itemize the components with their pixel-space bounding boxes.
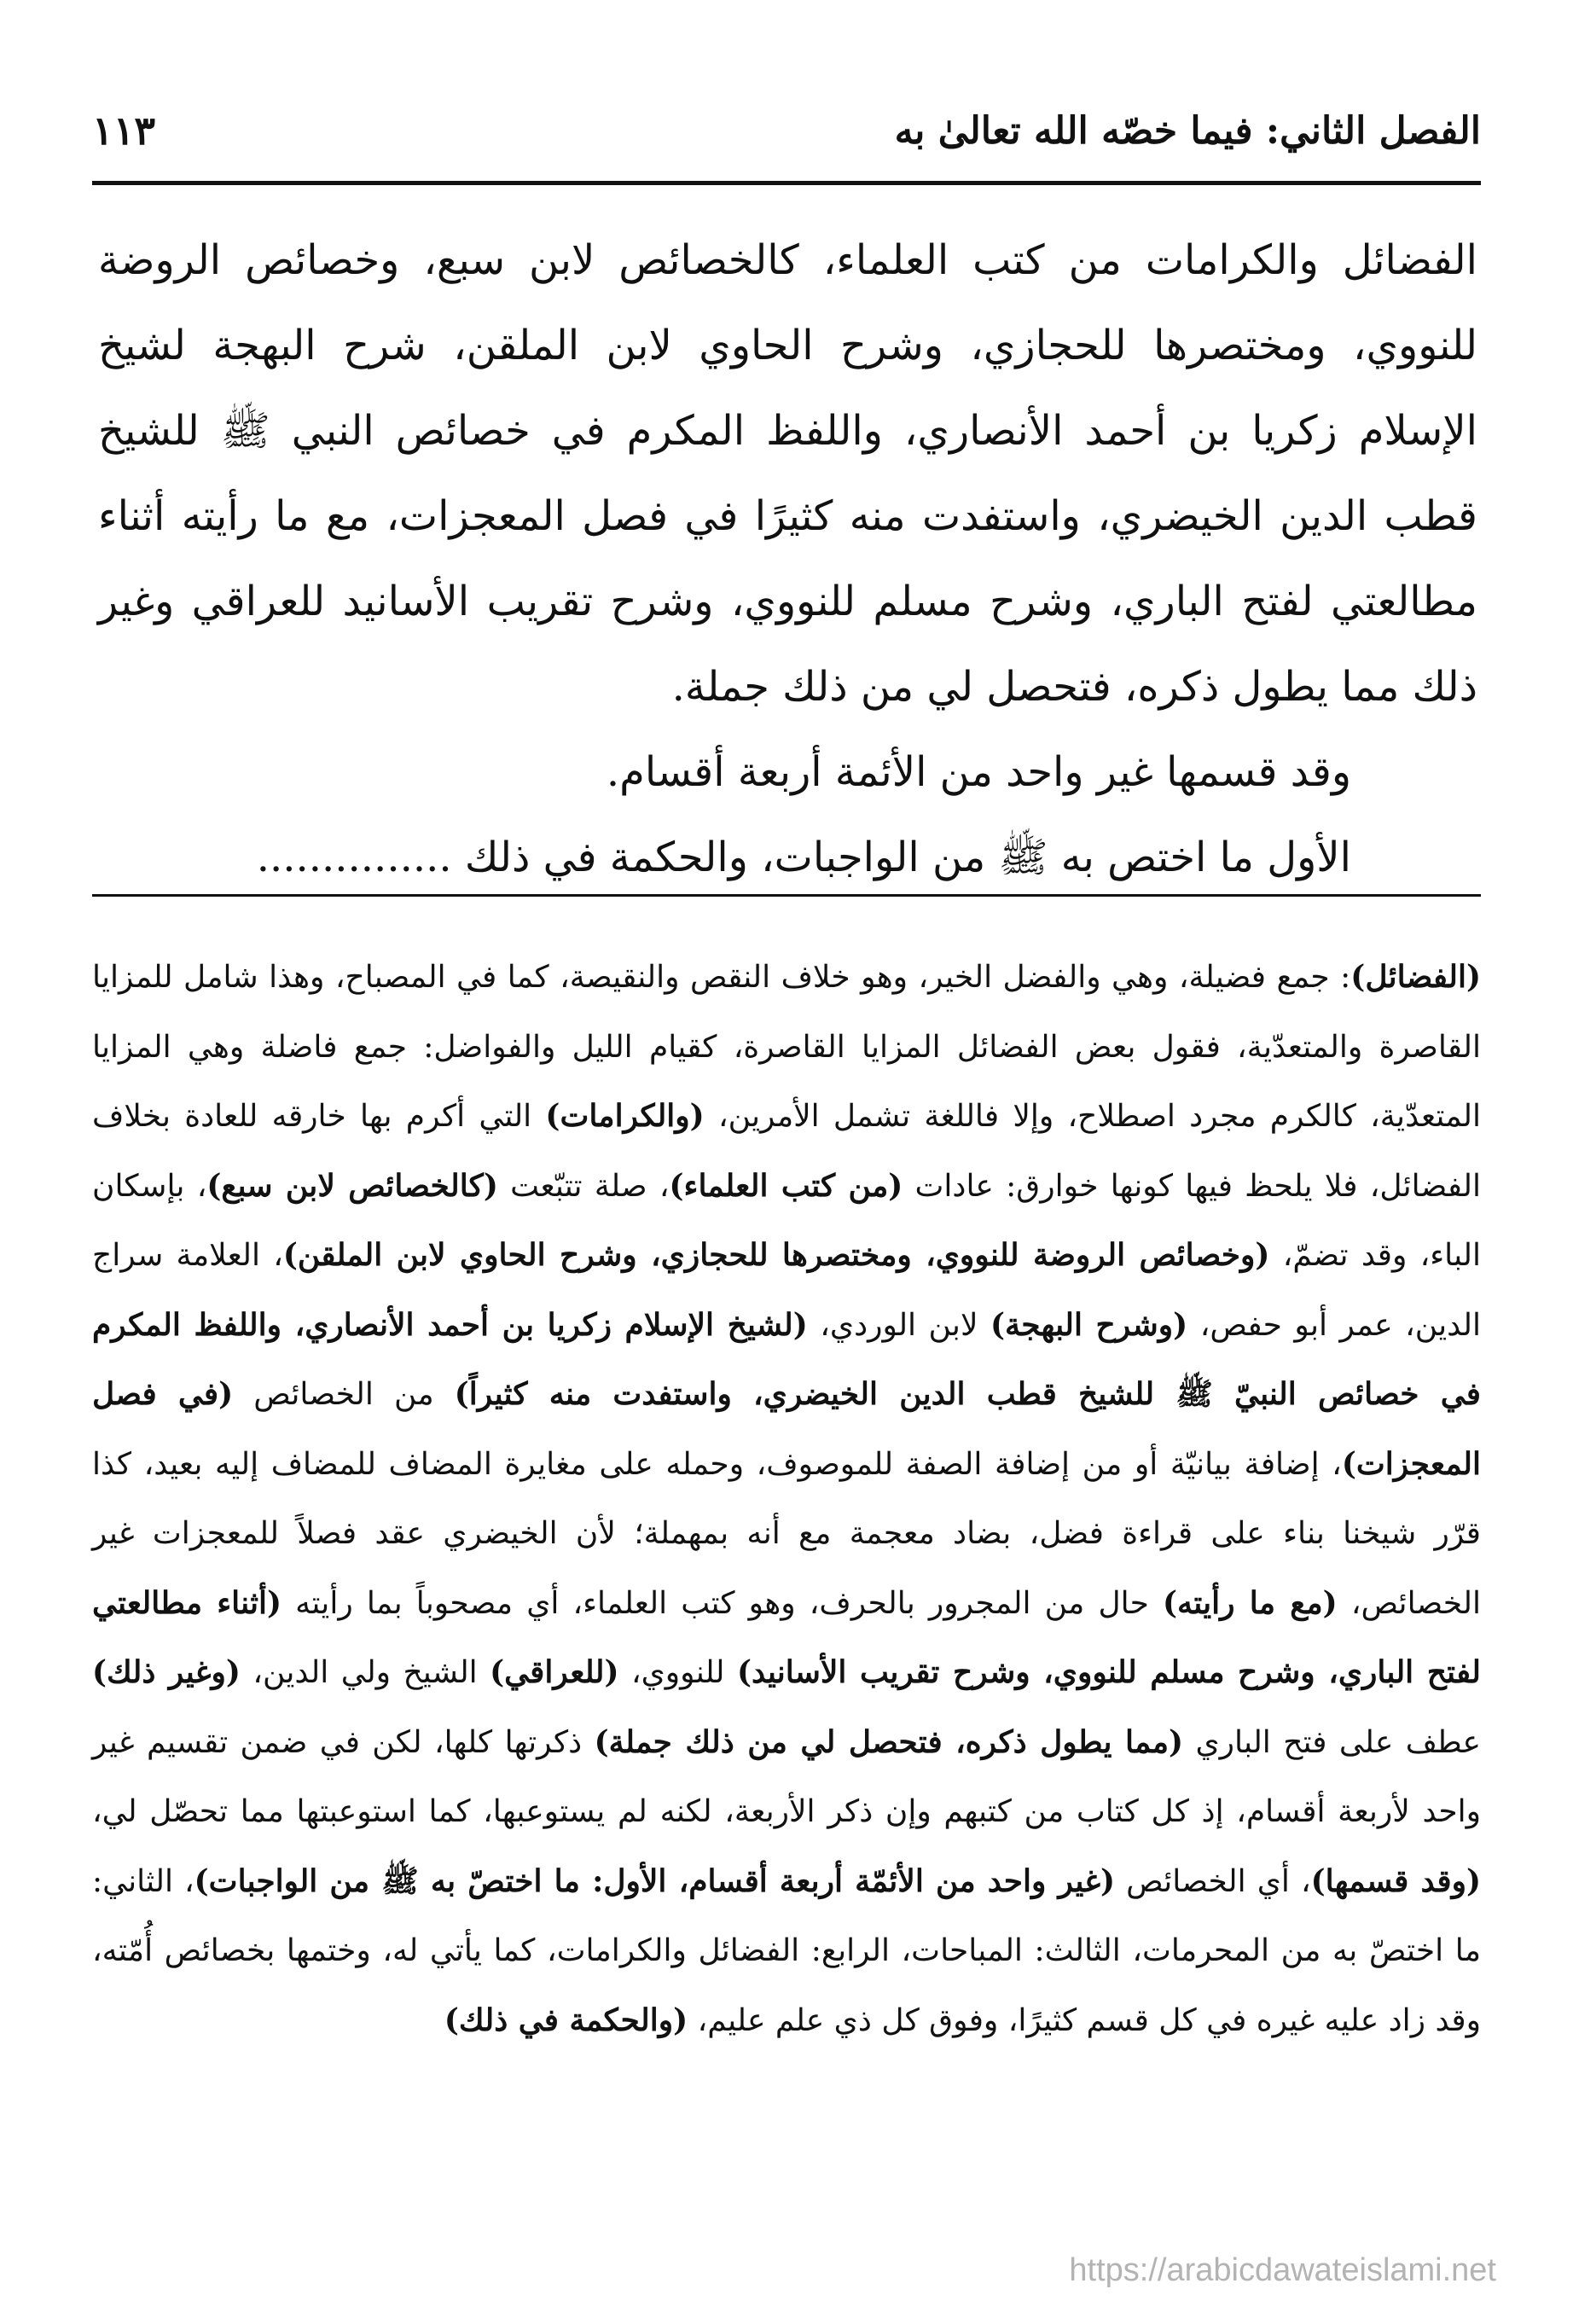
commentary-text [92, 943, 1481, 2055]
separator-rule [92, 894, 1481, 897]
quoted-term: (غير واحد من الأئمّة أربعة أقسام، الأول: ما اختصّ به ﷺ من الواجبات) [194, 1862, 1116, 1899]
quoted-term: (الفضائل) [1350, 959, 1481, 995]
quoted-term: (مع ما رأيته) [1162, 1584, 1338, 1621]
matn-line: الأول ما اختص به ﷺ من الواجبات، والحكمة في ذلك [464, 834, 1351, 881]
quoted-term: (والحكمة في ذلك) [444, 2002, 688, 2038]
commentary-span: ، إضافة بيانيّة أو من إضافة الصفة للموصوف، وحمله على مغايرة المضاف للمضاف إليه بعيد، كذا قرّر شيخنا بناء على قراءة فضل، بضاد معجمة مع أنه بمهملة؛ لأن الخيضري عقد فصلاً للمعجزات غير الخصائص، [92, 1446, 1481, 1621]
quoted-term: (وغير ذلك) [92, 1654, 241, 1690]
quoted-term: (وقد قسمها) [1310, 1862, 1481, 1899]
quoted-term: (كالخصائص لابن سبع) [206, 1167, 498, 1204]
commentary-paragraph [92, 943, 1481, 2055]
commentary-span: ذكرتها كلها، لكن في ضمن تقسيم غير واحد لأربعة أقسام، إذ كل كتاب من كتبهم وإن ذكر الأربعة، لكنه لم يستوعبها، كما استوعبتها مما تحصّل لي، [92, 1724, 1481, 1829]
matn-paragraph [98, 815, 1477, 900]
commentary-span: حال من المجرور بالحرف، وهو كتب العلماء، أي مصحوباً بما رأيته [282, 1585, 1163, 1621]
quoted-term: (في فصل المعجزات) [92, 1376, 1481, 1482]
commentary-span: من الخصائص [233, 1377, 455, 1412]
commentary-span: ، صلة تتبّعت [497, 1168, 670, 1204]
running-header [92, 92, 1481, 169]
quoted-term: (وخصائص الروضة للنووي، ومختصرها للحجازي، وشرح الحاوي لابن الملقن) [282, 1237, 1270, 1273]
matn-paragraph: الفضائل والكرامات من كتب العلماء، كالخصائص لابن سبع، وخصائص الروضة للنووي، ومختصرها للحجازي، وشرح الحاوي لابن الملقن، شرح البهجة لشيخ الإسلام زكريا بن أحمد الأنصاري، واللفظ المكرم في خصائص النبي ﷺ للشيخ قطب الدين الخيضري، واستفدت منه كثيرًا في فصل المعجزات، مع ما رأيته أثناء مطالعتي لفتح الباري، وشرح مسلم للنووي، وشرح تقريب الأسانيد للعراقي وغير ذلك مما يطول ذكره، فتحصل لي من ذلك جملة. [98, 236, 1477, 711]
commentary-span: ، بإسكان الباء، وقد تضمّ، [92, 1168, 1481, 1273]
header-rule [92, 181, 1481, 185]
quoted-term: (والكرامات) [545, 1098, 705, 1134]
matn-paragraph: وقد قسمها غير واحد من الأئمة أربعة أقسام. [606, 748, 1351, 796]
page-number: ١١٣ [92, 107, 156, 154]
commentary-span: ، الثاني: ما اختصّ به من المحرمات، الثالث: المباحات، الرابع: الفضائل والكرامات، كما يأتي له، وختمها بخصائص أُمّته، وقد زاد عليه غيره في كل قسم كثيرًا، وفوق كل ذي علم عليم، [92, 1863, 1481, 2038]
quoted-term: (وشرح البهجة) [990, 1306, 1188, 1343]
quoted-term: (أثناء مطالعتي لفتح الباري، وشرح مسلم للنووي، وشرح تقريب الأسانيد) [92, 1584, 1481, 1690]
quoted-term: (مما يطول ذكره، فتحصل لي من ذلك جملة) [594, 1723, 1184, 1760]
commentary-span: التي أكرم بها خارقه للعادة بخلاف الفضائل، فلا يلحظ فيها كونها خوارق: عادات [92, 1099, 1481, 1204]
main-text [98, 218, 1477, 900]
commentary-span: : جمع فضيلة، وهي والفضل الخير، وهو خلاف النقص والنقيصة، كما في المصباح، وهذا شامل للمزايا القاصرة والمتعدّية، فقول بعض الفضائل المزايا القاصرة، كقيام الليل والفواضل: جمع فاضلة وهي المزايا المتعدّية، كالكرم مجرد اصطلاح، وإلا فاللغة تشمل الأمرين، [92, 960, 1481, 1134]
quoted-term: (للعراقي) [490, 1654, 619, 1690]
commentary-span: عطف على فتح الباري [1183, 1724, 1481, 1760]
commentary-span: ، العلامة سراج الدين، عمر أبو حفص، [92, 1238, 1481, 1343]
commentary-span: للنووي، [618, 1655, 737, 1690]
chapter-title: الفصل الثاني: فيما خصّه الله تعالىٰ به [894, 108, 1481, 153]
commentary-span: الشيخ ولي الدين، [240, 1655, 490, 1690]
quoted-term: (لشيخ الإسلام زكريا بن أحمد الأنصاري، واللفظ المكرم في خصائص النبيّ ﷺ للشيخ قطب الدين الخيضري، واستفدت منه كثيراً) [92, 1306, 1481, 1412]
continuation-dots: ............... [256, 834, 452, 881]
quoted-term: (من كتب العلماء) [669, 1167, 903, 1204]
commentary-span: ، أي الخصائص [1115, 1863, 1311, 1899]
source-watermark: https://arabicdawateislami.net [1069, 2252, 1496, 2288]
commentary-span: لابن الوردي، [807, 1307, 990, 1343]
